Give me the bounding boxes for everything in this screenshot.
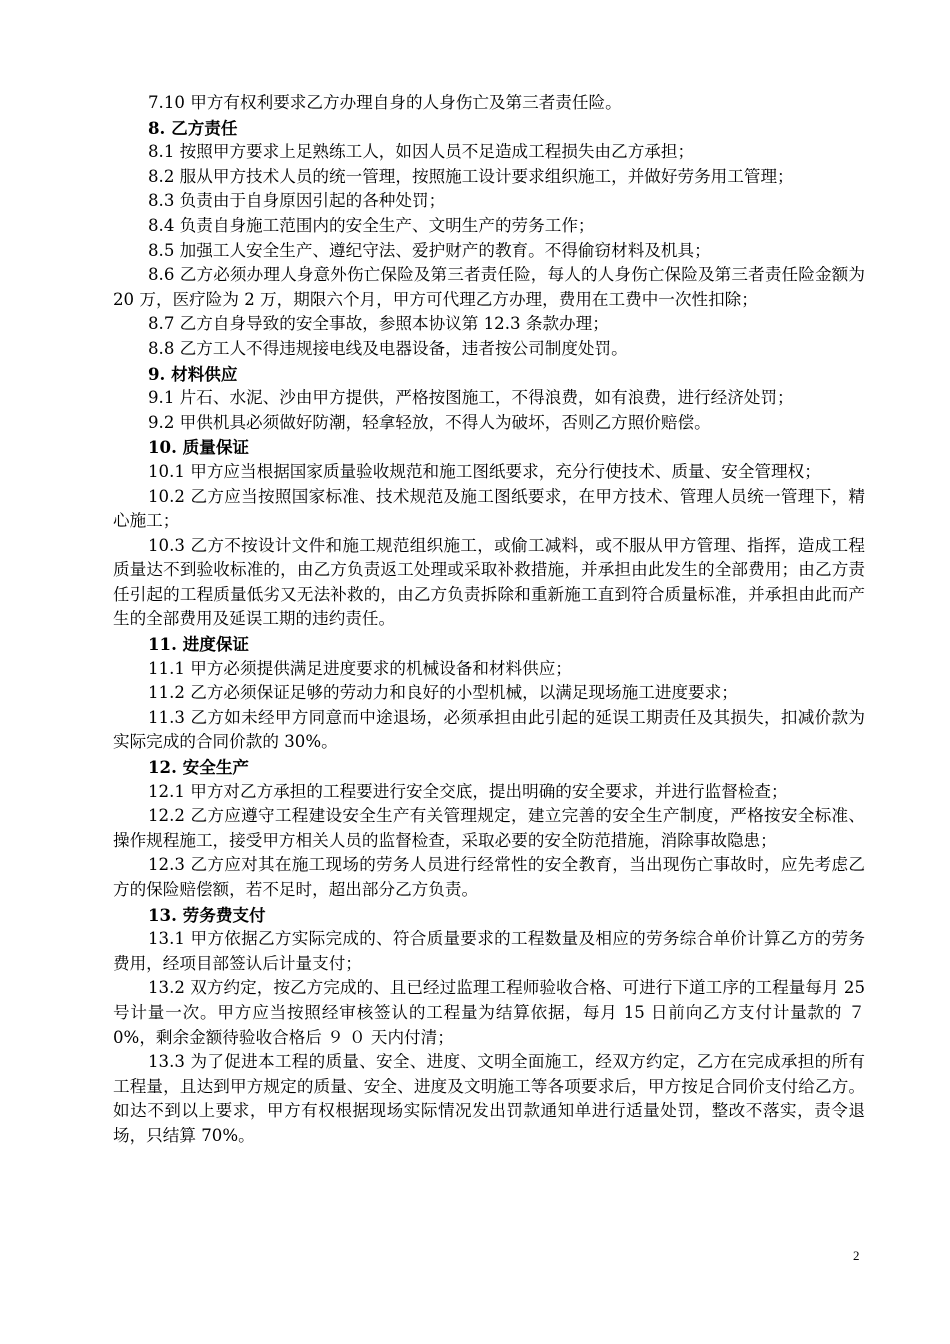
clause-paragraph: 10.1 甲方应当根据国家质量验收规范和施工图纸要求，充分行使技术、质量、安全管理权； xyxy=(148,461,821,481)
clause-paragraph: 8.2 服从甲方技术人员的统一管理，按照施工设计要求组织施工，并做好劳务用工管理； xyxy=(148,166,794,186)
section-heading: 8. 乙方责任 xyxy=(148,117,238,138)
clause-paragraph: 12.3 乙方应对其在施工现场的劳务人员进行经常性的安全教育，当出现伤亡事故时，应先考虑乙方的保险赔偿额，若不足时，超出部分乙方负责。 xyxy=(113,855,865,899)
clause-paragraph: 8.5 加强工人安全生产、遵纪守法、爱护财产的教育。不得偷窃材料及机具； xyxy=(148,240,711,260)
clause-paragraph: 8.8 乙方工人不得违规接电线及电器设备，违者按公司制度处罚。 xyxy=(148,338,628,358)
clause-paragraph: 7.10 甲方有权利要求乙方办理自身的人身伤亡及第三者责任险。 xyxy=(148,93,622,112)
page-number: 2 xyxy=(853,1248,860,1263)
section-heading: 13. 劳务费支付 xyxy=(148,904,266,925)
clause-paragraph: 13.1 甲方依据乙方实际完成的、符合质量要求的工程数量及相应的劳务综合单价计算乙方的劳务费用，经项目部签认后计量支付； xyxy=(113,929,865,973)
clause-paragraph: 12.2 乙方应遵守工程建设安全生产有关管理规定，建立完善的安全生产制度，严格按安全标准、操作规程施工，接受甲方相关人员的监督检查，采取必要的安全防范措施，消除事故隐患； xyxy=(113,806,865,850)
clause-paragraph: 10.2 乙方应当按照国家标准、技术规范及施工图纸要求，在甲方技术、管理人员统一管理下，精心施工； xyxy=(113,486,865,531)
clause-paragraph: 8.4 负责自身施工范围内的安全生产、文明生产的劳务工作； xyxy=(148,215,595,235)
clause-paragraph: 13.3 为了促进本工程的质量、安全、进度、文明全面施工，经双方约定，乙方在完成承担的所有工程量，且达到甲方规定的质量、安全、进度及文明施工等各项要求后，甲方按足合同价支付给乙方。如达不到以上要求，甲方有权根据现场实际情况发出罚款通知单进行适量处罚，整改不落实，责令退场，只结算 70%。 xyxy=(113,1052,865,1145)
clause-paragraph: 11.3 乙方如未经甲方同意而中途退场，必须承担由此引起的延误工期责任及其损失，扣减价款为实际完成的合同价款的 30%。 xyxy=(113,707,865,752)
clause-paragraph: 9.2 甲供机具必须做好防潮，轻拿轻放，不得人为破坏，否则乙方照价赔偿。 xyxy=(148,412,711,432)
section-heading: 9. 材料供应 xyxy=(148,363,238,384)
clause-paragraph: 8.3 负责由于自身原因引起的各种处罚； xyxy=(148,191,446,211)
clause-paragraph: 8.6 乙方必须办理人身意外伤亡保险及第三者责任险，每人的人身伤亡保险及第三者责任险金额为 20 万，医疗险为 2 万，期限六个月，甲方可代理乙方办理，费用在工费中一次性扣除； xyxy=(113,265,865,309)
clause-paragraph: 10.3 乙方不按设计文件和施工规范组织施工，或偷工减料，或不服从甲方管理、指挥，造成工程质量达不到验收标准的，由乙方负责返工处理或采取补救措施，并承担由此发生的全部费用；由乙方责任引起的工程质量低劣又无法补救的，由乙方负责拆除和重新施工直到符合质量标准，并承担由此而产生的全部费用及延误工期的违约责任。 xyxy=(113,535,865,629)
clause-paragraph: 8.1 按照甲方要求上足熟练工人，如因人员不足造成工程损失由乙方承担； xyxy=(148,142,695,162)
clause-paragraph: 13.2 双方约定，按乙方完成的、且已经过监理工程师验收合格、可进行下道工序的工程量每月 25 号计量一次。甲方应当按照经审核签认的工程量为结算依据，每月 15 日前向乙方支付计量款的 ７ 0%，剩余金额待验收合格后 ９ ０ 天内付清； xyxy=(113,978,865,1047)
clause-paragraph: 12.1 甲方对乙方承担的工程要进行安全交底，提出明确的安全要求，并进行监督检查； xyxy=(148,781,788,801)
document-body xyxy=(113,91,865,1149)
clause-paragraph: 11.1 甲方必须提供满足进度要求的机械设备和材料供应； xyxy=(148,658,572,678)
section-heading: 11. 进度保证 xyxy=(148,634,250,655)
section-heading: 10. 质量保证 xyxy=(148,437,250,458)
clause-paragraph: 9.1 片石、水泥、沙由甲方提供，严格按图施工，不得浪费，如有浪费，进行经济处罚； xyxy=(148,388,794,408)
clause-paragraph: 8.7 乙方自身导致的安全事故，参照本协议第 12.3 条款办理； xyxy=(148,314,609,334)
section-heading: 12. 安全生产 xyxy=(148,757,250,778)
clause-paragraph: 11.2 乙方必须保证足够的劳动力和良好的小型机械，以满足现场施工进度要求； xyxy=(148,683,738,703)
